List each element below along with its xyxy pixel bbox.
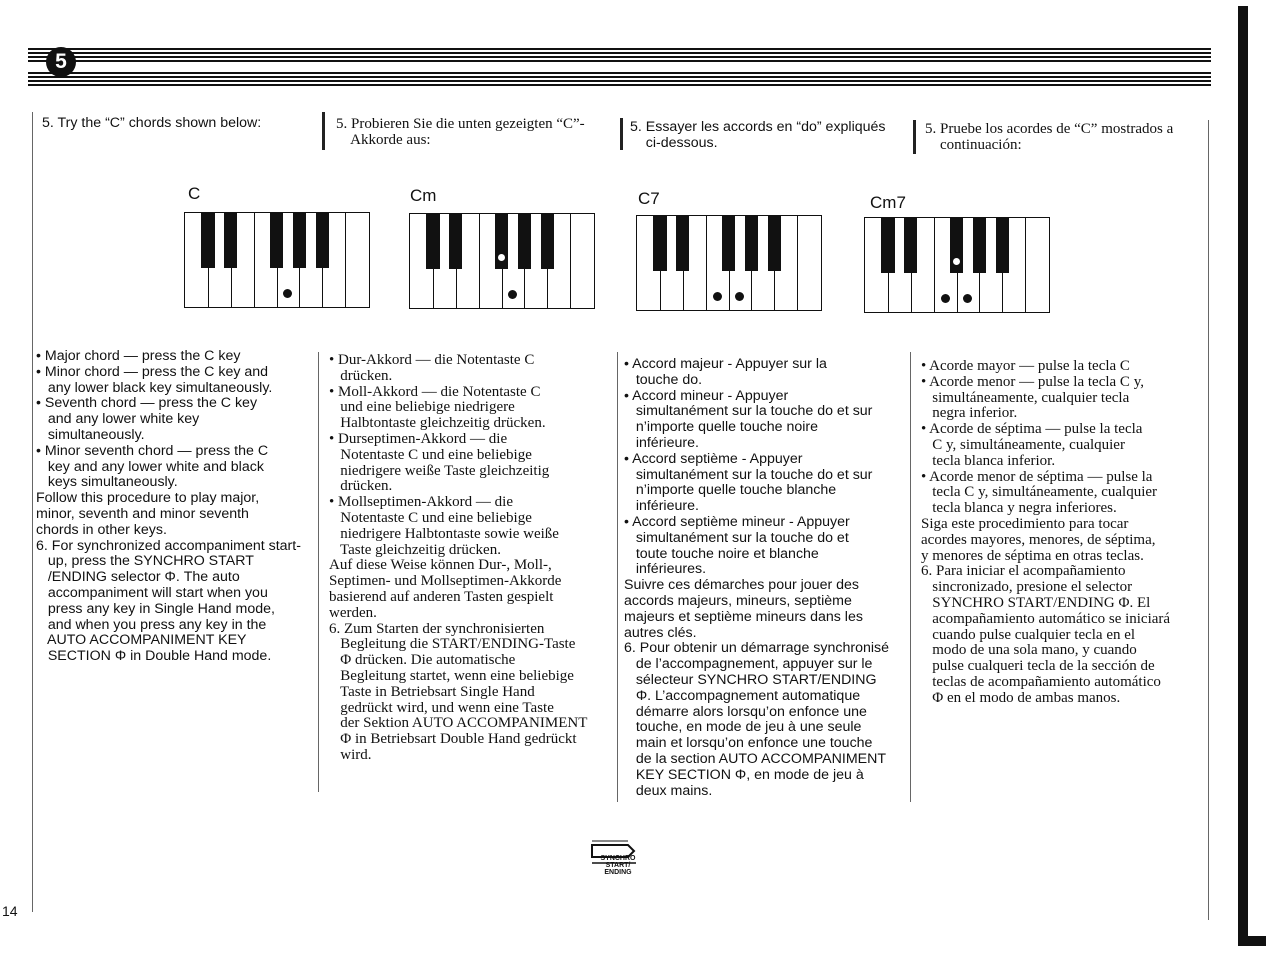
column-rule xyxy=(32,112,33,912)
pressed-key-dot xyxy=(941,294,950,303)
body-line: KEY SECTION Φ, en mode de jeu à xyxy=(624,766,864,783)
body-line: • Moll-Akkord — die Notentaste C xyxy=(329,383,541,400)
body-line: • Dur-Akkord — die Notentaste C xyxy=(329,352,535,368)
black-key xyxy=(518,214,531,269)
chord-label: C xyxy=(188,184,201,203)
chord-label: Cm7 xyxy=(870,193,906,212)
body-line: modo de una sola mano, y cuando xyxy=(921,642,1137,659)
body-line: • Durseptimen-Akkord — die xyxy=(329,430,508,447)
body-line: Suivre ces démarches pour jouer des xyxy=(624,577,860,594)
body-line: • Accord septième mineur - Appuyer xyxy=(624,513,850,530)
page-number: 14 xyxy=(2,903,18,919)
body-line: cuando pulse cualquier tecla en el xyxy=(921,626,1136,643)
body-line: • Accord septième - Appuyer xyxy=(624,450,803,467)
body-line: autres clés. xyxy=(624,624,697,641)
body-line: inférieures. xyxy=(624,561,707,578)
body-line: • Acorde de séptima — pulse la tecla xyxy=(921,421,1143,438)
body-line: de l’accompagnement, appuyer sur le xyxy=(624,656,873,673)
intro-german: 5. Probieren Sie die unten gezeigten “C”- Akkorde aus: xyxy=(336,116,585,148)
body-line: Notentaste C und eine beliebige xyxy=(329,509,532,526)
column-rule xyxy=(913,120,916,154)
body-line: y menores de séptima en otras teclas. xyxy=(921,547,1144,564)
body-line: Φ en el modo de ambas manos. xyxy=(921,689,1121,706)
body-line: teclas de acompañamiento automático xyxy=(921,673,1161,690)
chord-label: Cm xyxy=(410,186,437,205)
body-line: simultáneamente, cualquier tecla xyxy=(921,389,1130,406)
black-key xyxy=(541,214,554,269)
body-line: gedrückt wird, und wenn eine Taste xyxy=(329,699,554,716)
body-line: majeurs et septième mineurs dans les xyxy=(624,608,863,625)
black-key xyxy=(996,218,1009,273)
body-line: • Mollseptimen-Akkord — die xyxy=(329,494,513,511)
body-line: Φ in Betriebsart Double Hand gedrückt xyxy=(329,731,577,748)
black-key xyxy=(973,218,986,273)
black-key xyxy=(904,218,917,273)
body-line: and when you press any key in the xyxy=(36,616,267,633)
body-line: simultanément sur la touche do et sur xyxy=(624,466,873,483)
body-english xyxy=(36,349,301,665)
body-line: démarre alors lorsqu’on enfonce une xyxy=(624,703,867,720)
body-french xyxy=(624,357,889,799)
body-line: n’importe quelle touche blanche xyxy=(624,482,837,499)
body-line: chords in other keys. xyxy=(36,521,167,538)
black-key xyxy=(270,213,283,268)
black-key xyxy=(224,213,237,268)
body-line: C y, simultáneamente, cualquier xyxy=(921,436,1125,453)
body-line: key and any lower white and black xyxy=(36,458,264,475)
body-line: • Minor chord — press the C key and xyxy=(36,363,269,380)
black-key xyxy=(745,216,758,271)
body-line: simultanément sur la touche do et xyxy=(624,529,849,546)
black-key xyxy=(293,213,306,268)
body-line: basierend auf anderen Tasten gespielt xyxy=(329,588,554,605)
body-line: pulse cualqueri tecla de la sección de xyxy=(921,658,1155,675)
black-key xyxy=(768,216,781,271)
body-line: niedrigere Halbtontaste sowie weiße xyxy=(329,525,559,542)
body-line: simultanément sur la touche do et sur xyxy=(624,403,873,420)
page-edge-foot xyxy=(1238,936,1266,946)
page-edge-bar xyxy=(1238,6,1248,946)
intro-spanish: 5. Pruebe los acordes de “C” mostrados a continuación: xyxy=(925,121,1174,153)
pressed-key-dot xyxy=(498,254,505,261)
keyboard-diagram-cm7 xyxy=(864,217,1050,313)
body-line: Φ. L’accompagnement automatique xyxy=(624,687,861,704)
body-line: inférieure. xyxy=(624,434,699,451)
body-line: Taste in Betriebsart Single Hand xyxy=(329,683,535,700)
keyboard-diagram-c7 xyxy=(636,215,822,311)
white-key xyxy=(797,216,820,310)
body-line: simultaneously. xyxy=(36,426,145,443)
column-rule xyxy=(617,352,618,802)
column-rule xyxy=(910,352,911,802)
body-line: tecla blanca inferior. xyxy=(921,452,1056,469)
body-line: 6. For synchronized accompaniment start- xyxy=(36,537,301,554)
body-line: accords majeurs, mineurs, septième xyxy=(624,592,852,609)
body-line: niedrigere weiße Taste gleichzeitig xyxy=(329,462,550,479)
body-line: keys simultaneously. xyxy=(36,474,178,491)
body-line: minor, seventh and minor seventh xyxy=(36,505,249,522)
synchro-start-ending-label: SYNCHRO START/ ENDING xyxy=(600,855,636,876)
body-line: /ENDING selector Φ. The auto xyxy=(36,569,240,586)
body-line: tecla C y, simultáneamente, cualquier xyxy=(921,484,1158,501)
body-line: Notentaste C und eine beliebige xyxy=(329,446,532,463)
body-line: drücken. xyxy=(329,478,393,495)
body-line: Siga este procedimiento para tocar xyxy=(921,515,1129,532)
body-line: acompañamiento automático se iniciará xyxy=(921,610,1171,627)
body-line: and any lower white key xyxy=(36,411,200,428)
body-line: Taste gleichzeitig drücken. xyxy=(329,541,501,558)
body-line: SECTION Φ in Double Hand mode. xyxy=(36,648,272,665)
body-line: 6. Para iniciar el acompañamiento xyxy=(921,563,1126,580)
body-line: • Minor seventh chord — press the C xyxy=(36,442,269,459)
body-line: Auf diese Weise können Dur-, Moll-, xyxy=(329,557,552,574)
black-key xyxy=(201,213,214,268)
body-line: up, press the SYNCHRO START xyxy=(36,553,254,570)
body-line: Φ drücken. Die automatische xyxy=(329,652,516,669)
column-rule xyxy=(620,118,623,150)
body-line: toute touche noire et blanche xyxy=(624,545,819,562)
body-line: • Acorde menor — pulse la tecla C y, xyxy=(921,373,1144,390)
chord-label: C7 xyxy=(638,189,660,208)
body-line: 6. Pour obtenir un démarrage synchronisé xyxy=(624,640,889,657)
section-number-badge: 5 xyxy=(46,47,76,77)
body-spanish xyxy=(921,359,1170,707)
body-line: der Sektion AUTO ACCOMPANIMENT xyxy=(329,715,588,732)
pressed-key-dot xyxy=(953,258,960,265)
body-line: Septimen- und Mollseptimen-Akkorde xyxy=(329,573,562,590)
intro-english: 5. Try the “C” chords shown below: xyxy=(42,115,262,131)
black-key xyxy=(881,218,894,273)
white-key xyxy=(1025,218,1048,312)
body-line: • Major chord — press the C key xyxy=(36,348,241,364)
body-line: • Seventh chord — press the C key xyxy=(36,395,258,412)
body-line: Begleitung startet, wenn eine beliebige xyxy=(329,667,574,684)
body-line: wird. xyxy=(329,746,372,763)
body-line: acordes mayores, menores, de séptima, xyxy=(921,531,1156,548)
body-line: 6. Zum Starten der synchronisierten xyxy=(329,620,545,637)
body-line: press any key in Single Hand mode, xyxy=(36,600,275,617)
section-header-rule xyxy=(28,48,1211,88)
keyboard-diagram-cm xyxy=(409,213,595,309)
column-rule xyxy=(322,112,325,150)
body-line: Halbtontaste gleichzeitig drücken. xyxy=(329,415,546,432)
body-line: negra inferior. xyxy=(921,405,1018,422)
black-key xyxy=(316,213,329,268)
keyboard-diagram-c xyxy=(184,212,370,308)
body-line: • Accord mineur - Appuyer xyxy=(624,387,789,404)
body-line: n’importe quelle touche noire xyxy=(624,419,819,436)
body-line: • Acorde menor de séptima — pulse la xyxy=(921,468,1153,485)
white-key xyxy=(345,213,368,307)
body-german xyxy=(329,353,587,764)
black-key xyxy=(426,214,439,269)
body-line: touche do. xyxy=(624,371,703,388)
black-key xyxy=(722,216,735,271)
column-rule xyxy=(318,352,319,792)
body-line: touche, en mode de jeu à une seule xyxy=(624,719,862,736)
body-line: any lower black key simultaneously. xyxy=(36,379,273,396)
body-line: Begleitung die START/ENDING-Taste xyxy=(329,636,576,653)
body-line: sincronizado, presione el selector xyxy=(921,579,1133,596)
body-line: AUTO ACCOMPANIMENT KEY xyxy=(36,632,247,649)
black-key xyxy=(449,214,462,269)
body-line: inférieure. xyxy=(624,498,699,515)
body-line: main et lorsqu’on enfonce une touche xyxy=(624,735,873,752)
intro-french: 5. Essayer les accords en “do” expliqués ci-dessous. xyxy=(630,119,886,151)
black-key xyxy=(676,216,689,271)
body-line: deux mains. xyxy=(624,782,713,799)
black-key xyxy=(653,216,666,271)
body-line: drücken. xyxy=(329,367,393,384)
body-line: tecla blanca y negra inferiores. xyxy=(921,500,1117,517)
body-line: • Accord majeur - Appuyer sur la xyxy=(624,356,827,372)
pressed-key-dot xyxy=(713,292,722,301)
body-line: Follow this procedure to play major, xyxy=(36,490,260,507)
body-line: werden. xyxy=(329,604,377,621)
body-line: und eine beliebige niedrigere xyxy=(329,399,515,416)
body-line: sélecteur SYNCHRO START/ENDING xyxy=(624,671,877,688)
body-line: accompaniment will start when you xyxy=(36,584,268,601)
white-key xyxy=(570,214,593,308)
body-line: • Acorde mayor — pulse la tecla C xyxy=(921,358,1130,374)
column-rule xyxy=(1208,120,1209,920)
body-line: SYNCHRO START/ENDING Φ. El xyxy=(921,594,1151,611)
body-line: de la section AUTO ACCOMPANIMENT xyxy=(624,750,887,767)
